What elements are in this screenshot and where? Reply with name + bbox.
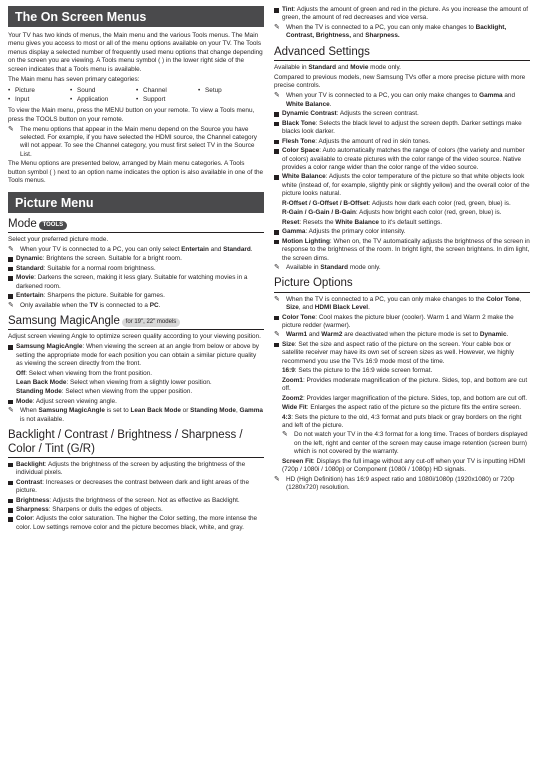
advanced-availability: [274, 64, 530, 72]
note-bold: HDMI Black Level: [314, 304, 369, 312]
bullet-desc: : Increases or decreases the contrast between dark and light areas of the picture.: [16, 478, 250, 495]
sub-desc: : Sets the picture to the old, 4:3 format and puts black or gray borders on the right and left of the picture.: [282, 413, 522, 430]
category-item: • Support: [136, 96, 198, 104]
sub-item: [274, 200, 530, 208]
sub-item: [274, 414, 530, 431]
note: [274, 296, 530, 313]
note-pencil-icon: ✎: [282, 431, 288, 439]
sub-desc: : Select when viewing from a slightly lower position.: [66, 379, 212, 387]
note-text: mode only.: [348, 264, 381, 271]
bullet-item: [8, 479, 264, 496]
bullet-item: [8, 255, 264, 263]
bullet-desc: : Suitable for a normal room brightness.: [43, 264, 156, 272]
bullet-term: Tint: [282, 6, 294, 13]
sub-desc: : Displays the full image without any cut-off when your TV is inputting HDMI (720p / 1080i / 1080p) or Component (1080i / 1080p) HD signals.: [282, 457, 526, 474]
note: [274, 24, 530, 41]
note-text: When: [20, 407, 39, 415]
sub-desc: : Sets the picture to the 16:9 wide screen format.: [294, 367, 433, 375]
note: [8, 302, 264, 310]
magicangle-intro: Adjust screen viewing Angle to optimize screen quality according to your viewing position.: [8, 333, 261, 341]
picture-options-title: Picture Options: [274, 277, 353, 290]
bullet-item: [8, 274, 264, 291]
note: [274, 92, 530, 109]
magicangle-title: Samsung MagicAngle: [8, 315, 120, 328]
note-text: When the TV is connected to a PC, you can only make changes to the: [286, 295, 487, 303]
note: [274, 264, 530, 272]
bullet-desc: : Auto automatically matches the range of colors (the variety and number of colors) available to create pictures with the color range of the video source. Native provides a color range wider than the color range of the video source.: [282, 147, 525, 172]
bullet-term: Backlight: [16, 460, 45, 468]
sub-item: [274, 458, 530, 475]
sub-desc: to it's default settings.: [378, 218, 443, 226]
note-text: .: [250, 245, 253, 253]
bullet-term: Dynamic Contrast: [282, 110, 337, 118]
note-text: or: [180, 407, 191, 415]
categories-intro: The Main menu has seven primary categories:: [8, 75, 140, 83]
bullet-term: Samsung MagicAngle: [16, 343, 83, 351]
mode-title: Mode: [8, 217, 37, 230]
sub-term: Zoom2: [282, 394, 303, 402]
note-pencil-icon: ✎: [274, 92, 280, 100]
category-item: • Sound: [70, 87, 136, 95]
note-text: When your TV is connected to a PC, you can only select: [20, 245, 182, 253]
bullet-desc: : Sharpens the picture. Suitable for games.: [43, 292, 165, 300]
note-pencil-icon: ✎: [8, 245, 14, 253]
bullet-item: [274, 138, 530, 146]
note-pencil-icon: ✎: [274, 264, 280, 271]
note: [8, 407, 264, 424]
intro-text: Your TV has two kinds of menus, the Main menu and the various Tools menus. The Main menu gives you access to most or all of the menu options available on your TV. The Tools menus display a selected number of frequently used menu options that change depending on the screen you are viewing. A Tools menu symbol ( ) in the lower right side of the screen indicates that a Tools menu is available.: [8, 32, 263, 73]
note-bold: Gamma: [479, 92, 503, 100]
bullet-term: Dynamic: [16, 255, 43, 263]
sub-item: [274, 367, 530, 375]
bullet-term: Color Space: [282, 147, 320, 155]
bullet-term: Flesh Tone: [282, 137, 316, 145]
bullet-term: Size: [282, 340, 295, 348]
note-text: Only available when the: [20, 301, 90, 309]
bullet-item: [8, 292, 264, 300]
note-pencil-icon: ✎: [8, 125, 14, 133]
bullet-term: Motion Lighting: [282, 237, 330, 245]
backlight-heading: [8, 429, 264, 457]
note-bold: TV: [89, 301, 98, 309]
bullet-desc: : Adjusts the color saturation. The higher the Color setting, the more intense the color. Low settings remove color and the picture becomes black, white, and gray.: [16, 515, 258, 531]
note-bold: Standard: [320, 264, 349, 271]
bullet-desc: : Adjusts the primary color intensity.: [305, 228, 406, 236]
body-bold: Standard: [308, 64, 337, 72]
body-text: Available in: [274, 64, 309, 72]
bullet-term: White Balance: [282, 173, 326, 181]
advanced-compare: Compared to previous models, new Samsung TVs offer a more precise picture with more precise controls.: [274, 73, 526, 90]
bullet-desc: : Adjusts the color temperature of the picture so that white objects look white (instead of, for example, slightly pink or slightly yellow) and the overall color of the picture looks natural.: [282, 173, 530, 198]
note: [274, 431, 530, 456]
sub-item: [8, 370, 264, 378]
bullet-term: Mode: [16, 397, 33, 405]
tools-tag: TOOLS: [39, 221, 68, 230]
note-bold: Sharpness.: [365, 32, 400, 40]
note-text: is connected to a: [97, 301, 150, 309]
magicangle-heading: [8, 315, 264, 330]
note-text: ,: [519, 295, 522, 303]
category-item: • Input: [8, 96, 70, 104]
section-banner-picture-menu: Picture Menu: [8, 192, 264, 213]
sub-desc: : Adjusts how dark each color (red, green, blue) is.: [368, 199, 511, 207]
category-item: • Picture: [8, 87, 70, 95]
mode-intro: Select your preferred picture mode.: [8, 235, 109, 243]
note-text: and: [350, 32, 366, 40]
bullet-term: Standard: [16, 264, 44, 272]
sub-desc: : Provides moderate magnification of the picture. Sides, top, and bottom are cut off.: [282, 376, 528, 393]
sub-desc: : Adjusts how bright each color (red, green, blue) is.: [355, 209, 502, 217]
note-text: When your TV is connected to a PC, you can only make changes to: [286, 92, 480, 100]
sub-desc: : Provides larger magnification of the picture. Sides, top, and bottom are cut off.: [302, 394, 527, 402]
bullet-desc: : When viewing the screen at an angle from below or above by setting the appropriate mode for each position you can obtain a similar picture quality as viewing the screen directly from the front.: [16, 343, 259, 368]
note-bold: Standard: [223, 245, 251, 253]
bullet-item: [274, 110, 530, 118]
note-text: Available in: [286, 264, 321, 271]
note-bold: PC: [149, 301, 159, 309]
note-text: are deactivated when the picture mode is set to: [342, 331, 480, 339]
sub-term: R-Offset / G-Offset / B-Offset: [282, 199, 369, 207]
section-banner-on-screen-menus: The On Screen Menus: [8, 6, 264, 27]
right-column: [274, 6, 530, 494]
intro-paragraph: [8, 32, 264, 74]
note: [274, 331, 530, 339]
sub-term: 16:9: [282, 367, 295, 375]
note-text: and: [307, 331, 322, 339]
sub-term: Lean Back Mode: [16, 379, 67, 387]
bullet-desc: : Sharpens or dulls the edges of objects.: [48, 506, 163, 513]
sub-bold: White Balance: [335, 218, 379, 226]
sub-item: [274, 219, 530, 227]
bullet-desc: : Selects the black level to adjust the screen depth. Darker settings make blacks look darker.: [282, 119, 522, 136]
note-pencil-icon: ✎: [274, 331, 280, 339]
bullet-term: Movie: [16, 274, 35, 282]
menu-options-body: The Menu options are presented below, arranged by Main menu categories. A Tools button symbol ( ) next to an option name indicates the option is also available in one of the Tools menus.: [8, 160, 264, 185]
category-item: • Channel: [136, 87, 198, 95]
note: [8, 126, 264, 160]
menu-options-text: [8, 160, 264, 185]
note-bold: Entertain: [181, 245, 209, 253]
bullet-desc: : Adjusts the screen contrast.: [336, 110, 419, 118]
bullet-item: [274, 228, 530, 236]
bullet-term: Sharpness: [16, 506, 49, 513]
note-bold: Standing Mode: [190, 407, 236, 415]
sub-desc: : Enlarges the aspect ratio of the picture so the picture fits the entire screen.: [306, 404, 521, 412]
sub-item: [8, 388, 264, 396]
note-bold: Size: [286, 304, 299, 312]
bullet-item: [8, 515, 264, 532]
sub-term: Off: [16, 369, 26, 377]
bullet-item: [274, 147, 530, 172]
advanced-settings-heading: [274, 46, 530, 61]
bullet-desc: : Adjusts the amount of red in skin tones.: [315, 137, 431, 145]
bullet-term: Contrast: [16, 478, 43, 486]
bullet-desc: : Cool makes the picture bluer (cooler). Warm 1 and Warm 2 make the picture redder (warmer).: [282, 313, 514, 330]
bullet-item: [8, 398, 264, 406]
category-item: • Application: [70, 96, 136, 104]
sub-item: [274, 404, 530, 412]
note-bold: Lean Back Mode: [130, 407, 181, 415]
note-text: Do not watch your TV in the 4:3 format for a long time. Traces of borders displayed on the left, right and center of the screen may cause image retention (screen burn) which is not covered by the warranty.: [294, 431, 528, 456]
note-text: .: [368, 304, 370, 312]
bullet-item: [8, 343, 264, 368]
bullet-term: Color: [16, 515, 33, 523]
bullet-desc: : Set the size and aspect ratio of the picture on the screen. Your cable box or satellite receiver may have its own set of screen sizes as well. However, we highly recommend you use the TVs 16:9 mode most of the time.: [282, 340, 514, 365]
view-main-text: To view the Main menu, press the MENU button on your remote. To view a Tools menu, press the TOOLS button on your remote.: [8, 107, 255, 123]
sub-item: [274, 377, 530, 394]
categories-list: [8, 87, 264, 104]
note-pencil-icon: ✎: [274, 475, 280, 483]
note-bold: Backlight, Contrast, Brightness,: [286, 23, 507, 40]
bullet-desc: : Adjust screen viewing angle.: [32, 397, 117, 405]
sub-term: Screen Fit: [282, 457, 313, 465]
note-bold: Warm1: [286, 331, 308, 339]
sub-item: [8, 379, 264, 387]
sub-term: Zoom1: [282, 376, 303, 384]
sub-desc: : Resets the: [299, 218, 336, 226]
bullet-item: [274, 341, 530, 366]
bullet-item: [274, 6, 530, 23]
category-item: • Setup: [198, 87, 260, 95]
note-bold: Gamma: [239, 407, 263, 415]
sub-term: 4:3: [282, 413, 292, 421]
body-text: mode only.: [368, 64, 401, 72]
note: [8, 246, 264, 254]
mode-heading: [8, 218, 264, 233]
note-pencil-icon: ✎: [274, 295, 280, 303]
note-text: ,: [235, 407, 240, 415]
bullet-term: Black Tone: [282, 119, 316, 127]
bullet-term: Brightness: [16, 496, 50, 504]
sub-term: Wide Fit: [282, 404, 307, 412]
bullet-item: [8, 506, 264, 514]
note-text: When the TV is connected to a PC, you can only make changes to: [286, 23, 476, 31]
bullet-term: Color Tone: [282, 313, 316, 321]
bullet-item: [274, 120, 530, 137]
note-text: is not available.: [20, 415, 65, 423]
picture-options-heading: [274, 277, 530, 292]
note-text: .: [506, 331, 509, 339]
note-bold: Dynamic: [479, 331, 507, 339]
note-text: HD (High Definition) has 16:9 aspect ratio and 1080i/1080p (1920x1080) or 720p (1280x720) resolution.: [286, 475, 515, 492]
sub-term: Reset: [282, 218, 300, 226]
sub-desc: : Select when viewing from the upper position.: [61, 388, 193, 396]
bullet-item: [274, 314, 530, 331]
bullet-item: [8, 461, 264, 478]
note-pencil-icon: ✎: [8, 407, 14, 415]
bullet-item: [8, 497, 264, 505]
advanced-settings-title: Advanced Settings: [274, 45, 370, 58]
bullet-desc: : Brightens the screen. Suitable for a bright room.: [42, 255, 182, 263]
note-pencil-icon: ✎: [8, 301, 14, 309]
sub-desc: : Select when viewing from the front position.: [25, 369, 153, 377]
note-text: and: [208, 245, 224, 253]
sub-term: Standing Mode: [16, 388, 62, 396]
bullet-item: [8, 265, 264, 273]
note-bold: Warm2: [321, 331, 343, 339]
bullet-desc: : Darkens the screen, making it less glary. Suitable for watching movies in a darkened room.: [16, 274, 248, 290]
note-text: .: [158, 301, 161, 309]
note-bold: Samsung MagicAngle: [38, 407, 105, 415]
sub-item: [274, 395, 530, 403]
backlight-title: Backlight / Contrast / Brightness / Sharpness / Color / Tint (G/R): [8, 429, 243, 455]
note-pencil-icon: ✎: [274, 23, 280, 31]
left-column: [8, 6, 264, 533]
note: [274, 476, 530, 493]
note-text: The menu options that appear in the Main menu depend on the Source you have selected. For example, if you have selected the HDMI source, the Channel category will not appear. To see the Channel category, you must first select TV in the Source List.: [20, 125, 257, 158]
bullet-item: [274, 238, 530, 263]
bullet-term: Entertain: [16, 292, 44, 300]
sub-term: R-Gain / G-Gain / B-Gain: [282, 209, 356, 217]
bullet-desc: : Adjusts the brightness of the screen by adjusting the brightness of the individual pixels.: [16, 460, 246, 477]
note-bold: White Balance: [286, 100, 330, 108]
bullet-desc: : Adjusts the brightness of the screen. Not as effective as Backlight.: [49, 496, 240, 504]
model-tag: for 19", 22" models: [122, 318, 181, 327]
body-text: and: [336, 64, 351, 72]
bullet-item: [274, 173, 530, 198]
note-bold: Color Tone: [486, 295, 520, 303]
note-text: .: [329, 100, 332, 108]
sub-item: [274, 209, 530, 217]
note-text: is set to: [104, 407, 131, 415]
bullet-desc: : Adjusts the amount of green and red in the picture. As you increase the amount of green, the amount of red decreases and vice versa.: [282, 6, 529, 22]
note-text: , and: [298, 304, 315, 312]
bullet-desc: : When on, the TV automatically adjusts the brightness of the screen in response to the brightness of the room. In bright light, the screen brightens. In dim light, the screen dims.: [282, 237, 530, 262]
bullet-term: Gamma: [282, 228, 306, 236]
note-text: and: [502, 92, 516, 100]
body-bold: Movie: [350, 64, 369, 72]
